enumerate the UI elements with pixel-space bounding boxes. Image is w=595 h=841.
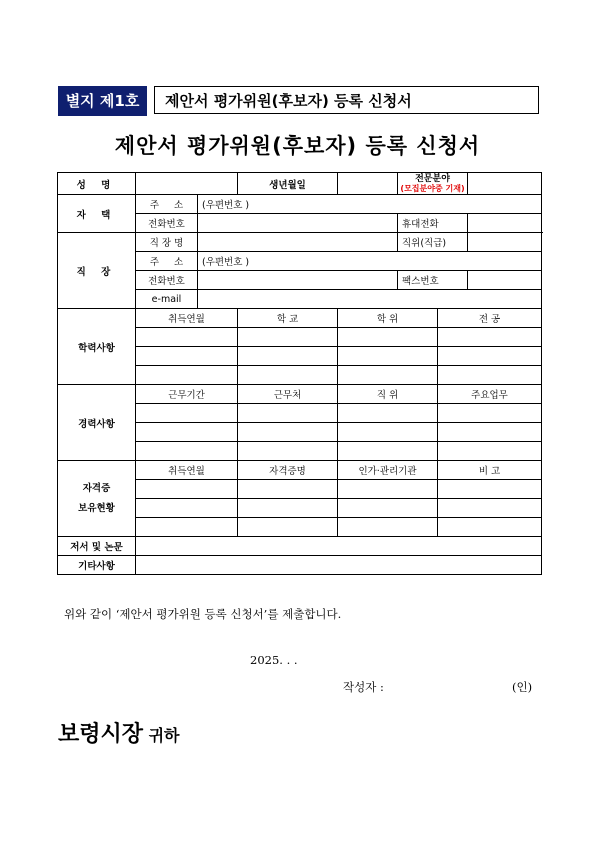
mobile-label: 휴대전화 — [398, 214, 468, 233]
license-cell[interactable] — [136, 518, 238, 537]
work-address-field[interactable]: (우편번호 ) — [198, 252, 542, 271]
work-phone-label: 전화번호 — [136, 271, 198, 290]
education-cell[interactable] — [438, 347, 542, 366]
license-cell[interactable] — [238, 518, 338, 537]
education-cell[interactable] — [238, 328, 338, 347]
application-form-table — [57, 172, 542, 575]
fax-label: 팩스번호 — [398, 271, 468, 290]
home-address-field[interactable]: (우편번호 ) — [198, 195, 542, 214]
license-cell[interactable] — [438, 480, 542, 499]
license-cell[interactable] — [438, 518, 542, 537]
education-cell[interactable] — [238, 347, 338, 366]
career-cell[interactable] — [136, 442, 238, 461]
company-label: 직 장 명 — [136, 233, 198, 252]
form-number-label: 별지 제1호 — [58, 86, 147, 116]
form-header — [58, 86, 539, 116]
education-cell[interactable] — [238, 366, 338, 385]
career-header: 근무처 — [238, 385, 338, 404]
license-label: 자격증 보유현황 — [58, 461, 136, 537]
education-header: 전 공 — [438, 309, 542, 328]
career-cell[interactable] — [438, 404, 542, 423]
career-cell[interactable] — [136, 404, 238, 423]
license-cell[interactable] — [136, 499, 238, 518]
birth-label: 생년월일 — [238, 173, 338, 195]
addressee-name: 보령시장 — [58, 721, 144, 747]
education-cell[interactable] — [136, 347, 238, 366]
career-cell[interactable] — [238, 442, 338, 461]
name-field[interactable] — [136, 173, 238, 195]
form-name-box: 제안서 평가위원(후보자) 등록 신청서 — [154, 86, 539, 114]
education-cell[interactable] — [438, 328, 542, 347]
author-label: 작성자 : — [343, 680, 384, 694]
papers-label: 저서 및 논문 — [58, 537, 136, 556]
education-cell[interactable] — [338, 328, 438, 347]
education-header: 학 위 — [338, 309, 438, 328]
career-cell[interactable] — [438, 423, 542, 442]
education-cell[interactable] — [338, 366, 438, 385]
mobile-field[interactable] — [468, 214, 542, 233]
work-label: 직 장 — [58, 233, 136, 309]
email-label: e-mail — [136, 290, 198, 309]
position-field[interactable] — [468, 233, 542, 252]
submission-sentence: 위와 같이 ‘제안서 평가위원 등록 신청서’를 제출합니다. — [64, 607, 342, 621]
license-header: 비 고 — [438, 461, 542, 480]
license-cell[interactable] — [238, 499, 338, 518]
education-cell[interactable] — [136, 328, 238, 347]
submission-date: 2025. . . — [250, 653, 298, 667]
license-cell[interactable] — [338, 518, 438, 537]
career-cell[interactable] — [338, 442, 438, 461]
home-label: 자 택 — [58, 195, 136, 233]
other-label: 기타사항 — [58, 556, 136, 575]
company-field[interactable] — [198, 233, 398, 252]
home-address-label: 주 소 — [136, 195, 198, 214]
career-cell[interactable] — [338, 404, 438, 423]
career-header: 근무기간 — [136, 385, 238, 404]
license-header: 자격증명 — [238, 461, 338, 480]
education-cell[interactable] — [136, 366, 238, 385]
license-header: 취득연월 — [136, 461, 238, 480]
work-address-label: 주 소 — [136, 252, 198, 271]
education-header: 학 교 — [238, 309, 338, 328]
education-cell[interactable] — [338, 347, 438, 366]
career-cell[interactable] — [238, 404, 338, 423]
fax-field[interactable] — [468, 271, 542, 290]
field-field[interactable] — [468, 173, 542, 195]
position-label: 직위(직급) — [398, 233, 468, 252]
other-field[interactable] — [136, 556, 542, 575]
education-header: 취득연월 — [136, 309, 238, 328]
career-header: 직 위 — [338, 385, 438, 404]
addressee-suffix: 귀하 — [148, 726, 180, 745]
page-title: 제안서 평가위원(후보자) 등록 신청서 — [114, 134, 481, 158]
career-cell[interactable] — [136, 423, 238, 442]
license-cell[interactable] — [136, 480, 238, 499]
education-label: 학력사항 — [58, 309, 136, 385]
education-cell[interactable] — [438, 366, 542, 385]
career-label: 경력사항 — [58, 385, 136, 461]
addressee — [58, 717, 180, 748]
career-header: 주요업무 — [438, 385, 542, 404]
work-phone-field[interactable] — [198, 271, 398, 290]
career-cell[interactable] — [438, 442, 542, 461]
license-cell[interactable] — [338, 499, 438, 518]
email-field[interactable] — [198, 290, 542, 309]
birth-field[interactable] — [338, 173, 398, 195]
field-label: 전문분야 (모집분야중 기재) — [398, 173, 468, 195]
papers-field[interactable] — [136, 537, 542, 556]
license-cell[interactable] — [438, 499, 542, 518]
license-cell[interactable] — [338, 480, 438, 499]
career-cell[interactable] — [238, 423, 338, 442]
seal-label: (인) — [512, 680, 533, 694]
license-header: 인가·관리기관 — [338, 461, 438, 480]
home-phone-label: 전화번호 — [136, 214, 198, 233]
career-cell[interactable] — [338, 423, 438, 442]
license-cell[interactable] — [238, 480, 338, 499]
name-label: 성 명 — [58, 173, 136, 195]
home-phone-field[interactable] — [198, 214, 398, 233]
